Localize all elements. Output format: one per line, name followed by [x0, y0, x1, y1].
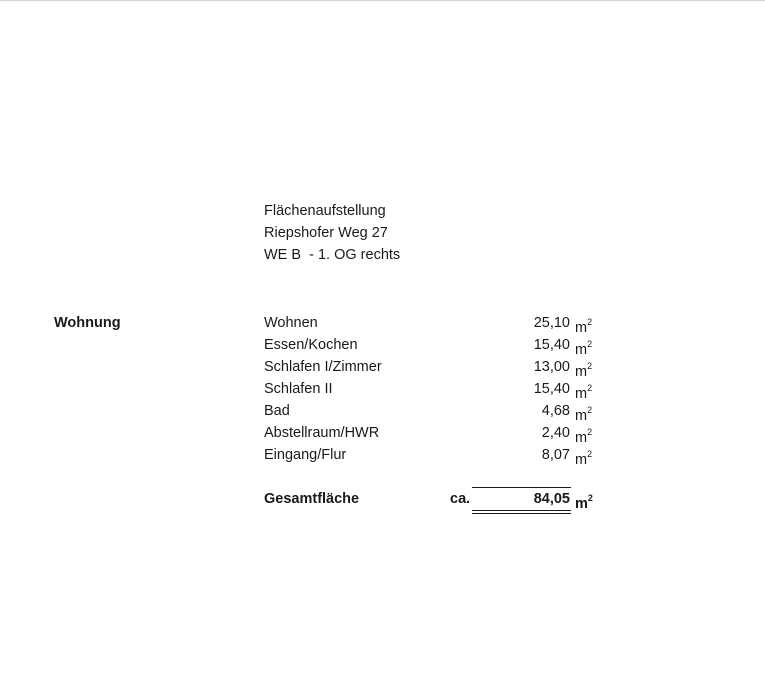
total-approx-label: ca. — [450, 491, 471, 507]
page-top-border — [0, 0, 765, 1]
area-unit: $m^2$ — [575, 427, 593, 446]
room-row — [0, 356, 765, 378]
room-row — [0, 378, 765, 400]
area-unit: $m^2$ — [575, 361, 593, 380]
room-name: Essen/Kochen — [264, 337, 358, 353]
document-header — [264, 200, 400, 266]
room-row — [0, 312, 765, 334]
room-area: 13,00 — [533, 359, 570, 375]
room-row — [0, 422, 765, 444]
room-list — [0, 312, 765, 466]
room-name: Wohnen — [264, 315, 318, 331]
area-unit: $m^2$ — [575, 339, 593, 358]
total-label: Gesamtfläche — [264, 491, 360, 507]
area-unit: $m^2$ — [575, 493, 593, 512]
room-row — [0, 334, 765, 356]
section-label-wohnung: Wohnung — [54, 315, 121, 331]
sum-rule-double — [472, 510, 571, 514]
room-name: Schlafen II — [264, 381, 333, 397]
room-area: 15,40 — [533, 381, 570, 397]
document-title: Flächenaufstellung — [264, 203, 386, 219]
total-row — [0, 488, 765, 510]
room-name: Eingang/Flur — [264, 447, 347, 463]
room-name: Bad — [264, 403, 290, 419]
total-area: 84,05 — [533, 491, 570, 507]
area-unit: $m^2$ — [575, 449, 593, 468]
room-name: Schlafen I/Zimmer — [264, 359, 382, 375]
room-row — [0, 444, 765, 466]
area-unit: $m^2$ — [575, 383, 593, 402]
room-name: Abstellraum/HWR — [264, 425, 380, 441]
area-unit: $m^2$ — [575, 405, 593, 424]
room-area: 2,40 — [541, 425, 570, 441]
room-row — [0, 400, 765, 422]
unit-line: WE B - 1. OG rechts — [264, 247, 401, 263]
address-line: Riepshofer Weg 27 — [264, 225, 388, 241]
area-unit: $m^2$ — [575, 317, 593, 336]
room-area: 25,10 — [533, 315, 570, 331]
room-area: 15,40 — [533, 337, 570, 353]
room-area: 4,68 — [541, 403, 570, 419]
room-area: 8,07 — [541, 447, 570, 463]
